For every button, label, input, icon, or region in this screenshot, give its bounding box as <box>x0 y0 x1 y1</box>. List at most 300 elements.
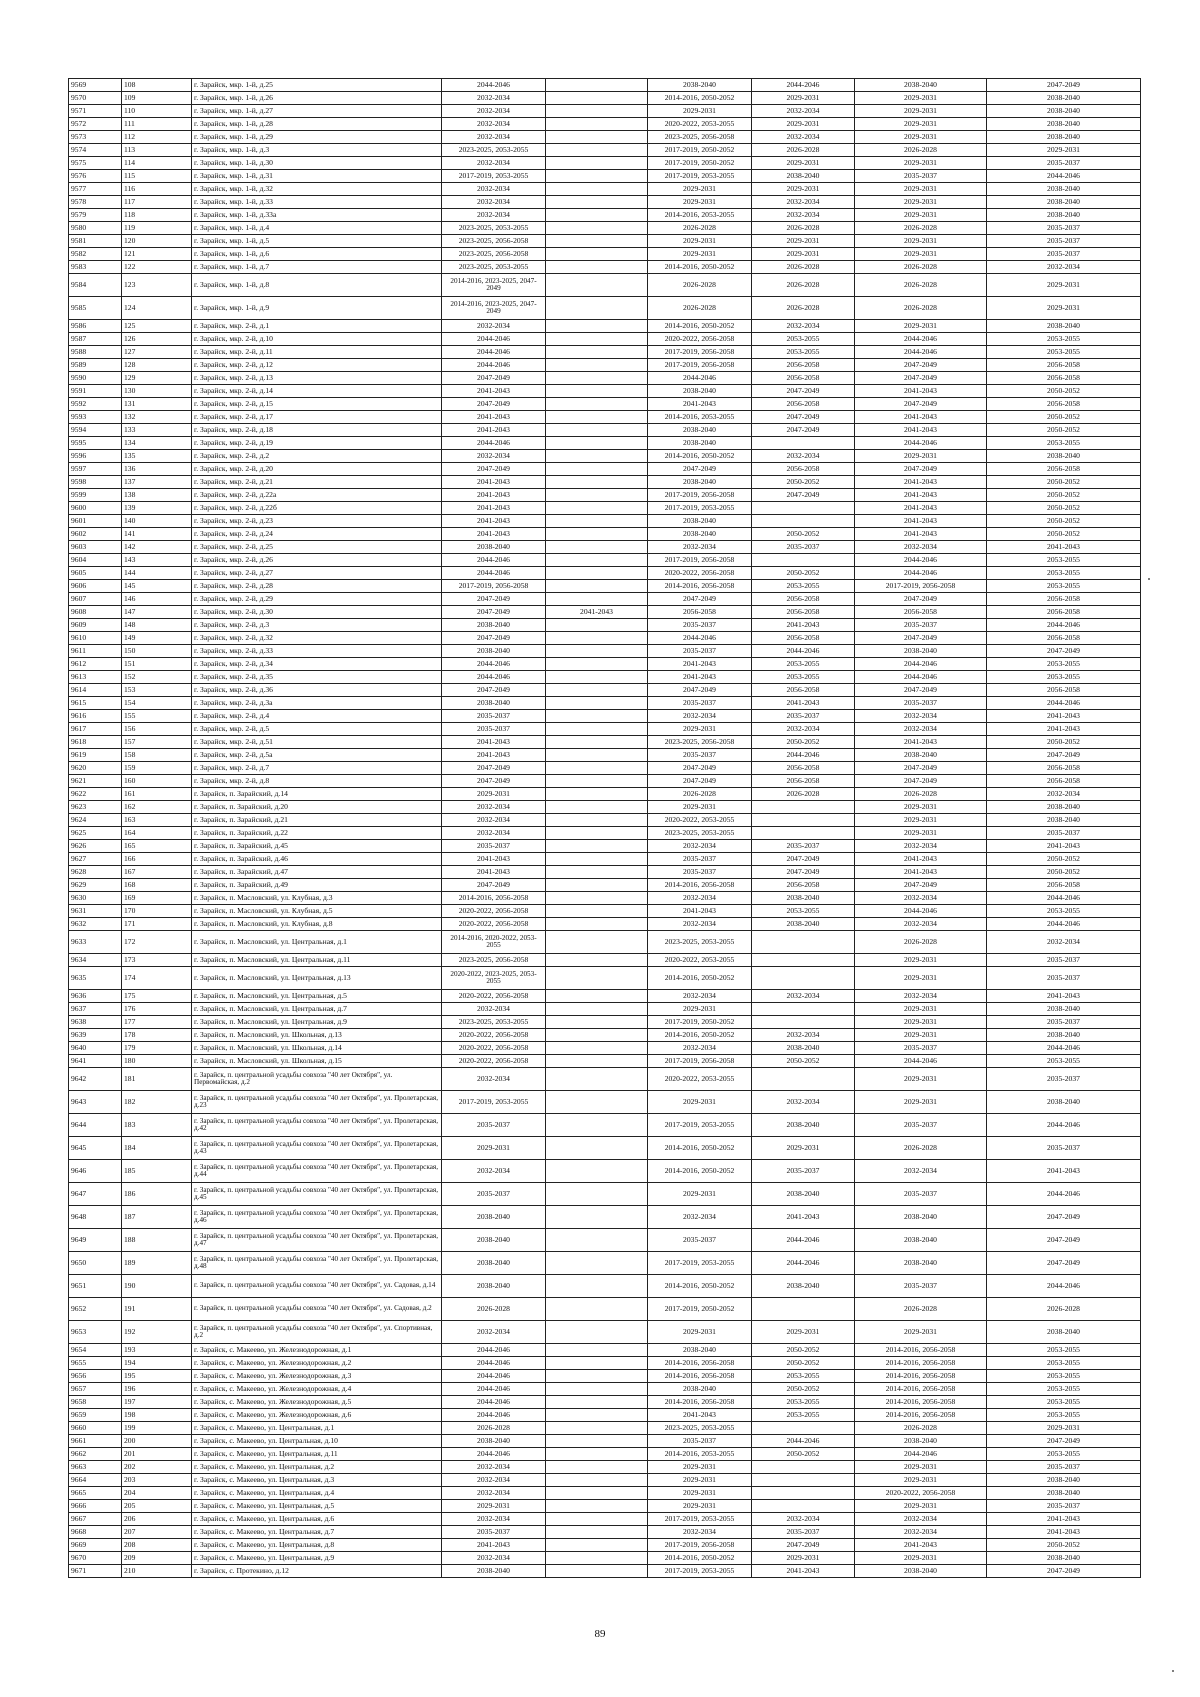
period-cell: 2047-2049 <box>987 1565 1141 1578</box>
period-cell: 2014-2016, 2050-2052 <box>648 1275 752 1298</box>
address-cell: г. Зарайск, мкр. 1-й, д.28 <box>192 118 442 131</box>
row-id-cell: 9591 <box>69 385 122 398</box>
address-cell: г. Зарайск, мкр. 2-й, д.8 <box>192 775 442 788</box>
period-cell: 2029-2031 <box>987 144 1141 157</box>
period-cell <box>546 79 648 92</box>
table-row <box>69 79 1141 92</box>
period-cell: 2041-2043 <box>855 853 987 866</box>
row-id-cell: 9636 <box>69 990 122 1003</box>
table-row <box>69 1539 1141 1552</box>
period-cell <box>546 359 648 372</box>
period-cell <box>546 736 648 749</box>
period-cell <box>546 333 648 346</box>
period-cell: 2032-2034 <box>855 840 987 853</box>
period-cell: 2032-2034 <box>442 118 546 131</box>
address-cell: г. Зарайск, мкр. 2-й, д.30 <box>192 606 442 619</box>
period-cell: 2032-2034 <box>855 541 987 554</box>
period-cell: 2026-2028 <box>855 1137 987 1160</box>
row-index-cell: 112 <box>122 131 192 144</box>
period-cell: 2035-2037 <box>987 954 1141 967</box>
table-row <box>69 476 1141 489</box>
period-cell: 2032-2034 <box>648 1206 752 1229</box>
period-cell: 2038-2040 <box>648 1344 752 1357</box>
period-cell: 2038-2040 <box>987 131 1141 144</box>
period-cell: 2053-2055 <box>987 1357 1141 1370</box>
table-row <box>69 320 1141 333</box>
row-index-cell: 183 <box>122 1114 192 1137</box>
row-id-cell: 9601 <box>69 515 122 528</box>
table-row <box>69 235 1141 248</box>
row-id-cell: 9637 <box>69 1003 122 1016</box>
period-cell: 2047-2049 <box>855 879 987 892</box>
table-row <box>69 131 1141 144</box>
period-cell: 2026-2028 <box>855 788 987 801</box>
period-cell: 2053-2055 <box>752 905 855 918</box>
period-cell: 2056-2058 <box>752 398 855 411</box>
table-row <box>69 1370 1141 1383</box>
table-body <box>69 79 1141 1578</box>
address-cell: г. Зарайск, мкр. 2-й, д.32 <box>192 632 442 645</box>
row-index-cell: 164 <box>122 827 192 840</box>
row-id-cell: 9650 <box>69 1252 122 1275</box>
period-cell: 2023-2025, 2053-2055 <box>442 261 546 274</box>
period-cell: 2029-2031 <box>987 297 1141 320</box>
period-cell: 2035-2037 <box>987 1500 1141 1513</box>
row-index-cell: 179 <box>122 1042 192 1055</box>
period-cell: 2035-2037 <box>987 1068 1141 1091</box>
period-cell: 2047-2049 <box>442 762 546 775</box>
period-cell: 2029-2031 <box>648 183 752 196</box>
address-cell: г. Зарайск, п. Масловский, ул. Клубная, д.5 <box>192 905 442 918</box>
period-cell <box>546 801 648 814</box>
period-cell: 2047-2049 <box>855 372 987 385</box>
period-cell: 2032-2034 <box>648 541 752 554</box>
period-cell: 2029-2031 <box>648 1474 752 1487</box>
row-id-cell: 9570 <box>69 92 122 105</box>
table-row <box>69 619 1141 632</box>
period-cell: 2050-2052 <box>987 853 1141 866</box>
period-cell <box>546 918 648 931</box>
row-index-cell: 178 <box>122 1029 192 1042</box>
table-row <box>69 209 1141 222</box>
row-index-cell: 108 <box>122 79 192 92</box>
period-cell: 2044-2046 <box>855 671 987 684</box>
row-index-cell: 134 <box>122 437 192 450</box>
period-cell: 2047-2049 <box>987 645 1141 658</box>
period-cell: 2038-2040 <box>648 476 752 489</box>
period-cell: 2044-2046 <box>987 1183 1141 1206</box>
row-id-cell: 9657 <box>69 1383 122 1396</box>
table-row <box>69 437 1141 450</box>
period-cell: 2026-2028 <box>752 297 855 320</box>
period-cell <box>546 671 648 684</box>
period-cell: 2047-2049 <box>752 424 855 437</box>
address-cell: г. Зарайск, с. Макеево, ул. Центральная, д.10 <box>192 1435 442 1448</box>
period-cell: 2038-2040 <box>987 196 1141 209</box>
period-cell: 2053-2055 <box>987 554 1141 567</box>
period-cell <box>546 1137 648 1160</box>
period-cell: 2017-2019, 2050-2052 <box>648 144 752 157</box>
table-row <box>69 580 1141 593</box>
address-cell: г. Зарайск, п. Масловский, ул. Центральная, д.13 <box>192 967 442 990</box>
row-id-cell: 9608 <box>69 606 122 619</box>
period-cell <box>546 1321 648 1344</box>
period-cell <box>546 92 648 105</box>
row-index-cell: 135 <box>122 450 192 463</box>
period-cell <box>546 528 648 541</box>
period-cell: 2056-2058 <box>752 593 855 606</box>
period-cell <box>546 1422 648 1435</box>
row-index-cell: 155 <box>122 710 192 723</box>
address-cell: г. Зарайск, с. Макеево, ул. Центральная, д.6 <box>192 1513 442 1526</box>
address-cell: г. Зарайск, с. Макеево, ул. Железнодорожная, д.3 <box>192 1370 442 1383</box>
row-index-cell: 136 <box>122 463 192 476</box>
period-cell: 2026-2028 <box>855 261 987 274</box>
period-cell: 2020-2022, 2056-2058 <box>442 905 546 918</box>
period-cell: 2044-2046 <box>442 359 546 372</box>
period-cell: 2047-2049 <box>442 684 546 697</box>
period-cell: 2029-2031 <box>648 1487 752 1500</box>
period-cell: 2032-2034 <box>752 105 855 118</box>
period-cell: 2029-2031 <box>855 183 987 196</box>
period-cell: 2014-2016, 2053-2055 <box>648 411 752 424</box>
period-cell <box>546 1229 648 1252</box>
period-cell <box>546 463 648 476</box>
row-id-cell: 9638 <box>69 1016 122 1029</box>
period-cell: 2056-2058 <box>752 359 855 372</box>
period-cell <box>546 235 648 248</box>
period-cell: 2032-2034 <box>442 1321 546 1344</box>
period-cell: 2032-2034 <box>987 931 1141 954</box>
row-index-cell: 115 <box>122 170 192 183</box>
period-cell: 2041-2043 <box>442 385 546 398</box>
row-id-cell: 9645 <box>69 1137 122 1160</box>
period-cell: 2041-2043 <box>442 1539 546 1552</box>
row-id-cell: 9602 <box>69 528 122 541</box>
period-cell: 2014-2016, 2050-2052 <box>648 450 752 463</box>
period-cell: 2050-2052 <box>752 1055 855 1068</box>
row-index-cell: 114 <box>122 157 192 170</box>
period-cell: 2053-2055 <box>987 1396 1141 1409</box>
period-cell: 2044-2046 <box>442 346 546 359</box>
period-cell <box>546 684 648 697</box>
period-cell: 2038-2040 <box>987 450 1141 463</box>
row-id-cell: 9592 <box>69 398 122 411</box>
period-cell <box>752 1474 855 1487</box>
period-cell: 2029-2031 <box>855 1016 987 1029</box>
table-row <box>69 1275 1141 1298</box>
address-cell: г. Зарайск, п. центральной усадьбы совхоза "40 лет Октября", ул. Пролетарская, д.46 <box>192 1206 442 1229</box>
row-id-cell: 9618 <box>69 736 122 749</box>
address-cell: г. Зарайск, с. Протекино, д.12 <box>192 1565 442 1578</box>
period-cell: 2041-2043 <box>442 853 546 866</box>
address-cell: г. Зарайск, мкр. 1-й, д.3 <box>192 144 442 157</box>
period-cell: 2047-2049 <box>987 749 1141 762</box>
period-cell: 2017-2019, 2050-2052 <box>648 1016 752 1029</box>
row-index-cell: 150 <box>122 645 192 658</box>
row-index-cell: 192 <box>122 1321 192 1344</box>
period-cell <box>546 840 648 853</box>
period-cell <box>546 1474 648 1487</box>
row-id-cell: 9658 <box>69 1396 122 1409</box>
period-cell: 2032-2034 <box>855 892 987 905</box>
row-index-cell: 149 <box>122 632 192 645</box>
period-cell: 2026-2028 <box>752 222 855 235</box>
period-cell: 2038-2040 <box>855 1435 987 1448</box>
period-cell: 2032-2034 <box>442 320 546 333</box>
period-cell: 2029-2031 <box>648 801 752 814</box>
row-index-cell: 143 <box>122 554 192 567</box>
period-cell: 2029-2031 <box>648 196 752 209</box>
period-cell: 2014-2016, 2050-2052 <box>648 320 752 333</box>
period-cell <box>546 222 648 235</box>
row-index-cell: 175 <box>122 990 192 1003</box>
period-cell: 2056-2058 <box>752 372 855 385</box>
table-row <box>69 346 1141 359</box>
period-cell <box>546 1252 648 1275</box>
period-cell: 2029-2031 <box>855 248 987 261</box>
table-row <box>69 196 1141 209</box>
row-index-cell: 171 <box>122 918 192 931</box>
period-cell: 2029-2031 <box>855 131 987 144</box>
table-row <box>69 1029 1141 1042</box>
period-cell: 2029-2031 <box>442 788 546 801</box>
period-cell: 2035-2037 <box>855 1183 987 1206</box>
period-cell: 2035-2037 <box>442 1526 546 1539</box>
period-cell: 2032-2034 <box>752 450 855 463</box>
table-row <box>69 697 1141 710</box>
period-cell: 2044-2046 <box>987 1042 1141 1055</box>
period-cell: 2029-2031 <box>442 1500 546 1513</box>
period-cell <box>546 593 648 606</box>
table-row <box>69 892 1141 905</box>
address-cell: г. Зарайск, мкр. 2-й, д.5а <box>192 749 442 762</box>
period-cell: 2038-2040 <box>648 528 752 541</box>
address-cell: г. Зарайск, с. Макеево, ул. Центральная, д.3 <box>192 1474 442 1487</box>
period-cell: 2017-2019, 2050-2052 <box>648 157 752 170</box>
address-cell: г. Зарайск, мкр. 1-й, д.33 <box>192 196 442 209</box>
row-id-cell: 9587 <box>69 333 122 346</box>
table-row <box>69 749 1141 762</box>
period-cell: 2035-2037 <box>987 827 1141 840</box>
table-row <box>69 222 1141 235</box>
period-cell: 2041-2043 <box>855 528 987 541</box>
period-cell: 2032-2034 <box>442 1160 546 1183</box>
period-cell: 2038-2040 <box>855 1252 987 1275</box>
row-id-cell: 9661 <box>69 1435 122 1448</box>
period-cell: 2020-2022, 2056-2058 <box>442 1055 546 1068</box>
period-cell: 2053-2055 <box>987 905 1141 918</box>
row-index-cell: 113 <box>122 144 192 157</box>
period-cell: 2047-2049 <box>752 866 855 879</box>
period-cell: 2047-2049 <box>648 593 752 606</box>
period-cell: 2041-2043 <box>442 528 546 541</box>
period-cell: 2041-2043 <box>442 489 546 502</box>
row-index-cell: 206 <box>122 1513 192 1526</box>
period-cell: 2044-2046 <box>987 892 1141 905</box>
row-index-cell: 204 <box>122 1487 192 1500</box>
row-index-cell: 174 <box>122 967 192 990</box>
period-cell: 2029-2031 <box>752 248 855 261</box>
period-cell <box>546 144 648 157</box>
row-id-cell: 9574 <box>69 144 122 157</box>
table-row <box>69 1016 1141 1029</box>
period-cell: 2026-2028 <box>855 297 987 320</box>
period-cell: 2035-2037 <box>752 541 855 554</box>
row-id-cell: 9612 <box>69 658 122 671</box>
period-cell: 2056-2058 <box>855 606 987 619</box>
row-id-cell: 9633 <box>69 931 122 954</box>
table-row <box>69 671 1141 684</box>
period-cell: 2047-2049 <box>648 463 752 476</box>
period-cell: 2035-2037 <box>987 1461 1141 1474</box>
row-index-cell: 146 <box>122 593 192 606</box>
period-cell: 2035-2037 <box>752 1526 855 1539</box>
address-cell: г. Зарайск, п. Зарайский, д.22 <box>192 827 442 840</box>
period-cell: 2026-2028 <box>855 931 987 954</box>
period-cell: 2038-2040 <box>648 437 752 450</box>
table-row <box>69 1206 1141 1229</box>
period-cell: 2017-2019, 2053-2055 <box>648 170 752 183</box>
period-cell: 2035-2037 <box>648 1435 752 1448</box>
period-cell: 2038-2040 <box>987 320 1141 333</box>
period-cell: 2038-2040 <box>987 118 1141 131</box>
row-id-cell: 9581 <box>69 235 122 248</box>
period-cell: 2047-2049 <box>752 853 855 866</box>
period-cell: 2035-2037 <box>855 697 987 710</box>
period-cell: 2053-2055 <box>752 1409 855 1422</box>
period-cell: 2035-2037 <box>752 840 855 853</box>
period-cell <box>546 954 648 967</box>
table-row <box>69 1137 1141 1160</box>
period-cell: 2044-2046 <box>648 632 752 645</box>
row-index-cell: 153 <box>122 684 192 697</box>
period-cell: 2026-2028 <box>648 297 752 320</box>
period-cell: 2044-2046 <box>987 1114 1141 1137</box>
address-cell: г. Зарайск, мкр. 1-й, д.5 <box>192 235 442 248</box>
period-cell: 2032-2034 <box>442 157 546 170</box>
row-id-cell: 9600 <box>69 502 122 515</box>
period-cell: 2038-2040 <box>442 1252 546 1275</box>
period-cell: 2053-2055 <box>752 333 855 346</box>
row-id-cell: 9625 <box>69 827 122 840</box>
row-id-cell: 9663 <box>69 1461 122 1474</box>
row-index-cell: 186 <box>122 1183 192 1206</box>
period-cell: 2038-2040 <box>442 541 546 554</box>
address-cell: г. Зарайск, мкр. 2-й, д.21 <box>192 476 442 489</box>
row-id-cell: 9667 <box>69 1513 122 1526</box>
row-index-cell: 122 <box>122 261 192 274</box>
period-cell <box>752 967 855 990</box>
period-cell: 2047-2049 <box>987 1206 1141 1229</box>
period-cell <box>752 1487 855 1500</box>
period-cell <box>546 1068 648 1091</box>
period-cell: 2047-2049 <box>752 489 855 502</box>
period-cell: 2053-2055 <box>987 567 1141 580</box>
period-cell: 2020-2022, 2053-2055 <box>648 118 752 131</box>
row-id-cell: 9611 <box>69 645 122 658</box>
row-id-cell: 9662 <box>69 1448 122 1461</box>
period-cell: 2032-2034 <box>648 840 752 853</box>
period-cell: 2032-2034 <box>442 105 546 118</box>
period-cell <box>546 967 648 990</box>
period-cell <box>546 320 648 333</box>
period-cell <box>546 814 648 827</box>
period-cell: 2041-2043 <box>752 1206 855 1229</box>
period-cell: 2050-2052 <box>752 736 855 749</box>
period-cell: 2047-2049 <box>987 1229 1141 1252</box>
period-cell: 2035-2037 <box>855 1275 987 1298</box>
table-row <box>69 918 1141 931</box>
period-cell <box>546 515 648 528</box>
period-cell <box>752 814 855 827</box>
period-cell: 2029-2031 <box>855 1068 987 1091</box>
scan-speck <box>1172 1670 1174 1672</box>
period-cell: 2029-2031 <box>855 1461 987 1474</box>
table-row <box>69 723 1141 736</box>
address-cell: г. Зарайск, мкр. 1-й, д.32 <box>192 183 442 196</box>
period-cell <box>546 749 648 762</box>
period-cell: 2026-2028 <box>855 144 987 157</box>
period-cell: 2044-2046 <box>987 170 1141 183</box>
period-cell: 2032-2034 <box>987 261 1141 274</box>
address-cell: г. Зарайск, с. Макеево, ул. Железнодорожная, д.4 <box>192 1383 442 1396</box>
row-index-cell: 129 <box>122 372 192 385</box>
period-cell: 2023-2025, 2056-2058 <box>442 954 546 967</box>
row-id-cell: 9569 <box>69 79 122 92</box>
period-cell <box>752 954 855 967</box>
period-cell: 2044-2046 <box>752 1435 855 1448</box>
address-cell: г. Зарайск, с. Макеево, ул. Железнодорожная, д.2 <box>192 1357 442 1370</box>
period-cell <box>546 788 648 801</box>
table-row <box>69 1422 1141 1435</box>
period-cell: 2050-2052 <box>987 515 1141 528</box>
address-cell: г. Зарайск, с. Макеево, ул. Центральная, д.5 <box>192 1500 442 1513</box>
period-cell: 2014-2016, 2056-2058 <box>648 580 752 593</box>
address-cell: г. Зарайск, мкр. 1-й, д.6 <box>192 248 442 261</box>
period-cell: 2038-2040 <box>987 1487 1141 1500</box>
period-cell: 2032-2034 <box>442 1461 546 1474</box>
table-row <box>69 1321 1141 1344</box>
period-cell: 2035-2037 <box>752 710 855 723</box>
period-cell: 2044-2046 <box>855 346 987 359</box>
address-cell: г. Зарайск, п. Масловский, ул. Школьная, д.13 <box>192 1029 442 1042</box>
table-row <box>69 261 1141 274</box>
period-cell: 2038-2040 <box>855 749 987 762</box>
table-row <box>69 248 1141 261</box>
address-cell: г. Зарайск, мкр. 1-й, д.29 <box>192 131 442 144</box>
period-cell <box>546 450 648 463</box>
row-id-cell: 9588 <box>69 346 122 359</box>
period-cell: 2020-2022, 2056-2058 <box>648 333 752 346</box>
table-row <box>69 297 1141 320</box>
period-cell: 2044-2046 <box>442 1357 546 1370</box>
period-cell: 2053-2055 <box>987 1055 1141 1068</box>
period-cell: 2038-2040 <box>752 170 855 183</box>
address-cell: г. Зарайск, п. Масловский, ул. Центральная, д.9 <box>192 1016 442 1029</box>
address-cell: г. Зарайск, п. Зарайский, д.45 <box>192 840 442 853</box>
period-cell <box>546 775 648 788</box>
period-cell: 2014-2016, 2056-2058 <box>648 879 752 892</box>
row-index-cell: 209 <box>122 1552 192 1565</box>
row-id-cell: 9634 <box>69 954 122 967</box>
period-cell: 2029-2031 <box>855 92 987 105</box>
period-cell: 2026-2028 <box>987 1298 1141 1321</box>
row-index-cell: 181 <box>122 1068 192 1091</box>
period-cell <box>546 131 648 144</box>
table-row <box>69 593 1141 606</box>
row-index-cell: 184 <box>122 1137 192 1160</box>
